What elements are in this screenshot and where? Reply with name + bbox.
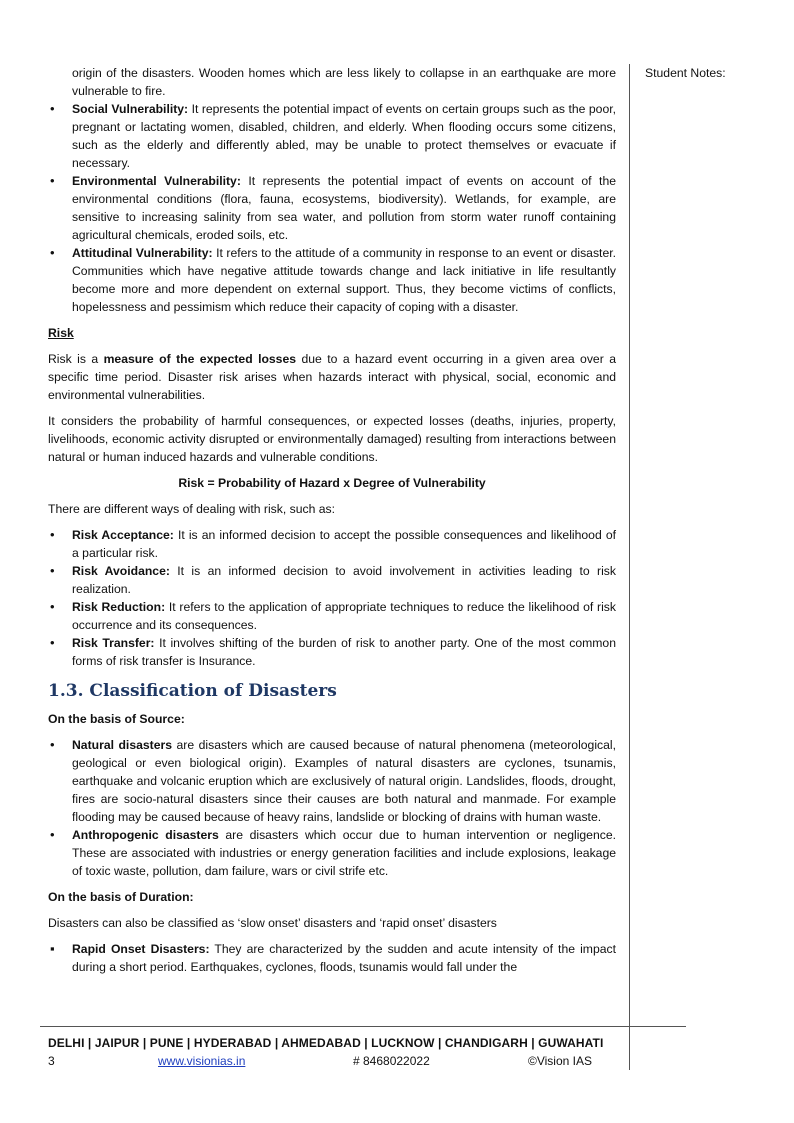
phone-number: # 8468022022 [353,1054,430,1068]
footer-divider [40,1026,686,1027]
list-item: • Social Vulnerability: It represents the potential impact of events on certain groups such as the poor, pregnant or lactating women, disabled, children, and elderly. When flooding occurs some citizens, such as the elderly and differently abled, may be unable to protect themselves or evacuate if necessary. [48,100,616,172]
list-item: • Environmental Vulnerability: It represents the potential impact of events on account of the environmental conditions (flora, fauna, ecosystems, biodiversity). Wetlands, for example, are sensitive to increasing salinity from sea water, and pollution from storm water runoff containing agricultural chemicals, eroded soils, etc. [48,172,616,244]
list-item: • Natural disasters are disasters which are caused because of natural phenomena (meteorological, geological or even biological origin). Examples of natural disasters are cyclones, tsunamis, earthquake and volcanic eruption which are exclusively of natural origin. Landslides, floods, drought, fires are socio-natural disasters since their causes are both natural and manmade. For example flooding may be caused because of heavy rains, landslide or blocking of drains with human waste. [48,736,616,826]
footer-info-row [48,1052,618,1070]
sidebar-divider [629,64,630,1070]
student-notes-label: Student Notes: [645,66,726,80]
list-item: • Attitudinal Vulnerability: It refers to the attitude of a community in response to an event or disaster. Communities which have negative attitude towards change and lack initiative in life resultantly become more and more dependent on external support. Thus, they become victims of conflicts, hopelessness and pessimism which reduce their capacity of coping with a disaster. [48,244,616,316]
page-number: 3 [48,1054,55,1068]
duration-heading: On the basis of Duration: [48,890,194,904]
list-item: • Risk Avoidance: It is an informed decision to avoid involvement in activities leading to risk realization. [48,562,616,598]
duration-list [48,940,616,976]
risk-paragraph-1: Risk is a measure of the expected losses due to a hazard event occurring in a given area over a specific time period. Disaster risk arises when hazards interact with physical, social, economic and environmental vulnerabilities. [48,352,616,402]
bullet-continuation: origin of the disasters. Wooden homes which are less likely to collapse in an earthquake are more vulnerable to fire. [72,66,616,98]
list-item: • Anthropogenic disasters are disasters which occur due to human intervention or negligence. These are associated with industries or energy generation facilities and include explosions, leakage of toxic waste, pollution, dam failure, wars or civil strife etc. [48,826,616,880]
section-title: 1.3. Classification of Disasters [48,681,337,701]
copyright: ©Vision IAS [528,1054,592,1068]
term: Social Vulnerability: [72,102,189,116]
risk-formula: Risk = Probability of Hazard x Degree of Vulnerability [178,476,486,490]
footer-cities: DELHI | JAIPUR | PUNE | HYDERABAD | AHMEDABAD | LUCKNOW | CHANDIGARH | GUWAHATI [48,1036,604,1050]
main-content [48,64,616,984]
duration-intro: Disasters can also be classified as ‘slow onset’ disasters and ‘rapid onset’ disasters [48,916,497,930]
risk-ways-intro: There are different ways of dealing with risk, such as: [48,502,335,516]
risk-paragraph-2: It considers the probability of harmful consequences, or expected losses (deaths, injuries, property, livelihoods, economic activity disrupted or environmentally damaged) resulting from interactions between natural or human induced hazards and vulnerable conditions. [48,414,616,464]
term: Attitudinal Vulnerability: [72,246,213,260]
source-list [48,736,616,880]
risk-ways-list [48,526,616,670]
list-item: • Risk Acceptance: It is an informed decision to accept the possible consequences and likelihood of a particular risk. [48,526,616,562]
page-footer [48,1034,618,1070]
term: Environmental Vulnerability: [72,174,241,188]
source-heading: On the basis of Source: [48,712,185,726]
vulnerability-list [48,100,616,316]
risk-heading: Risk [48,326,74,340]
website-link[interactable]: www.visionias.in [158,1054,246,1068]
list-item: • Risk Reduction: It refers to the application of appropriate techniques to reduce the likelihood of risk occurrence and its consequences. [48,598,616,634]
list-item: ▪ Rapid Onset Disasters: They are characterized by the sudden and acute intensity of the impact during a short period. Earthquakes, cyclones, floods, tsunamis would fall under the [48,940,616,976]
list-item: • Risk Transfer: It involves shifting of the burden of risk to another party. One of the most common forms of risk transfer is Insurance. [48,634,616,670]
